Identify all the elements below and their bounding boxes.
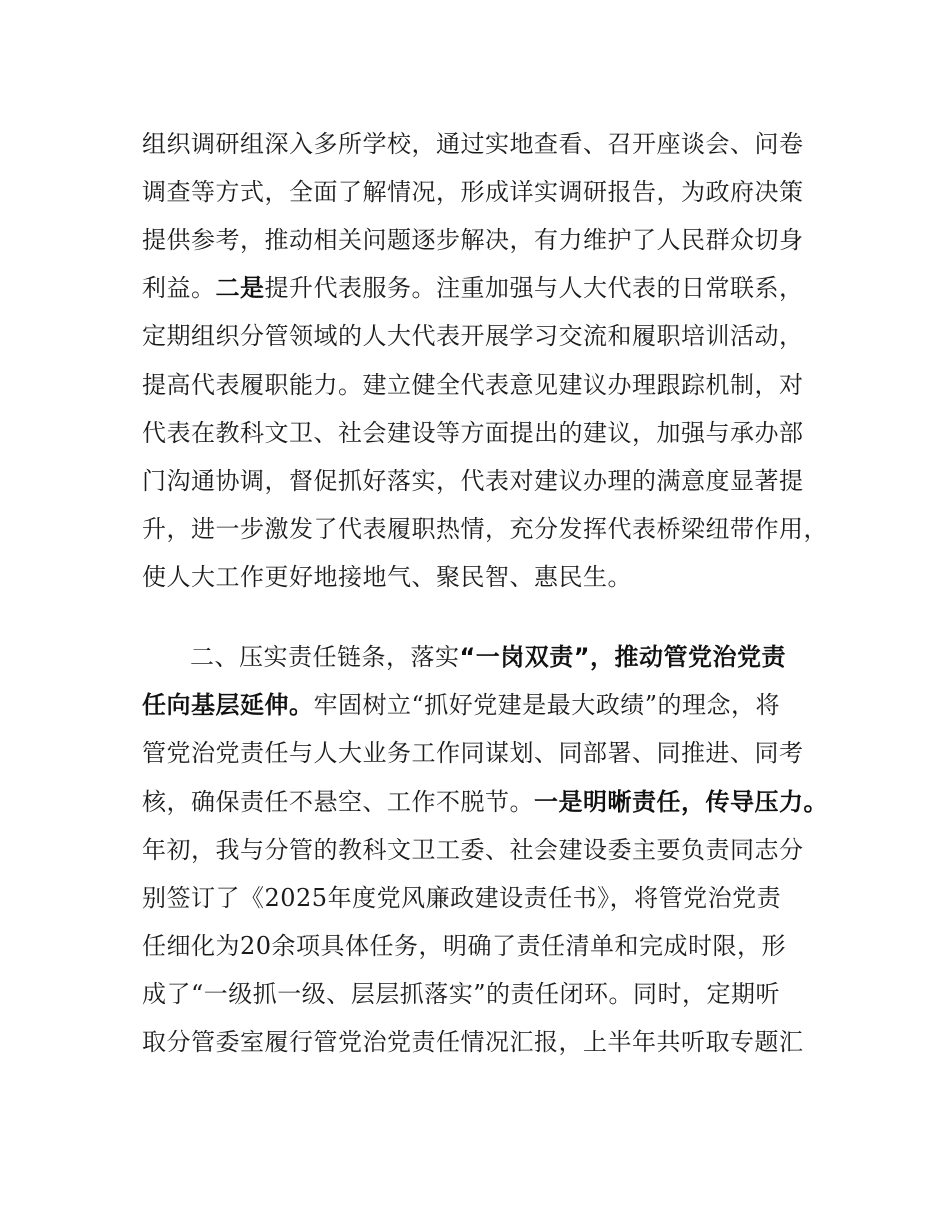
paragraph-1-line-7: 代表在教科文卫、社会建设等方面提出的建议，加强与承办部 xyxy=(142,419,804,447)
paragraph-1-line-9: 升，进一步激发了代表履职热情，充分发挥代表桥梁纽带作用， xyxy=(142,515,828,543)
text-run: 提升代表服务。注重加强与人大代表的日常联系， xyxy=(264,274,804,302)
paragraph-2-line-7: 任细化为20余项具体任务，明确了责任清单和完成时限，形 xyxy=(142,932,787,960)
paragraph-1-line-2: 调查等方式，全面了解情况，形成详实调研报告，为政府决策 xyxy=(142,178,804,206)
bold-heading-text: 任向基层延伸。 xyxy=(142,691,314,719)
paragraph-1-line-10: 使人大工作更好地接地气、聚民智、惠民生。 xyxy=(142,563,632,591)
paragraph-1-line-1: 组织调研组深入多所学校，通过实地查看、召开座谈会、问卷 xyxy=(142,130,804,158)
text-run: 核，确保责任不悬空、工作不脱节。 xyxy=(142,788,534,816)
paragraph-2-line-3: 管党治党责任与人大业务工作同谋划、同部署、同推进、同考 xyxy=(142,739,804,767)
paragraph-1-line-8: 门沟通协调，督促抓好落实，代表对建议办理的满意度显著提 xyxy=(142,467,804,495)
paragraph-1-line-4 xyxy=(142,273,822,303)
paragraph-1-line-3: 提供参考，推动相关问题逐步解决，有力维护了人民群众切身 xyxy=(142,226,804,254)
bold-heading-text: “一岗双责”，推动管党治党责 xyxy=(459,643,787,671)
paragraph-2-line-6: 别签订了《2025年度党风廉政建设责任书》，将管党治党责 xyxy=(142,884,782,912)
paragraph-1-line-6: 提高代表履职能力。建立健全代表意见建议办理跟踪机制，对 xyxy=(142,371,804,399)
text-run: 牢固树立“抓好党建是最大政绩”的理念，将 xyxy=(313,691,781,719)
bold-keyword: 二是 xyxy=(215,274,265,302)
bold-keyword: 一是明晰责任，传导压力。 xyxy=(534,788,828,816)
paragraph-2-line-9: 取分管委室履行管党治党责任情况汇报，上半年共听取专题汇 xyxy=(142,1028,804,1056)
paragraph-2-line-2 xyxy=(142,690,822,720)
paragraph-2-line-4 xyxy=(142,787,828,817)
text-run: 利益。 xyxy=(142,274,216,302)
heading-number-text: 二、压实责任链条，落实 xyxy=(190,643,460,671)
paragraph-2-line-8: 成了“一级抓一级、层层抓落实”的责任闭环。同时，定期听 xyxy=(142,980,781,1008)
paragraph-2-line-5: 年初，我与分管的教科文卫工委、社会建设委主要负责同志分 xyxy=(142,836,804,864)
section-heading-line-1 xyxy=(190,642,870,672)
paragraph-1-line-5: 定期组织分管领域的人大代表开展学习交流和履职培训活动， xyxy=(142,322,804,350)
